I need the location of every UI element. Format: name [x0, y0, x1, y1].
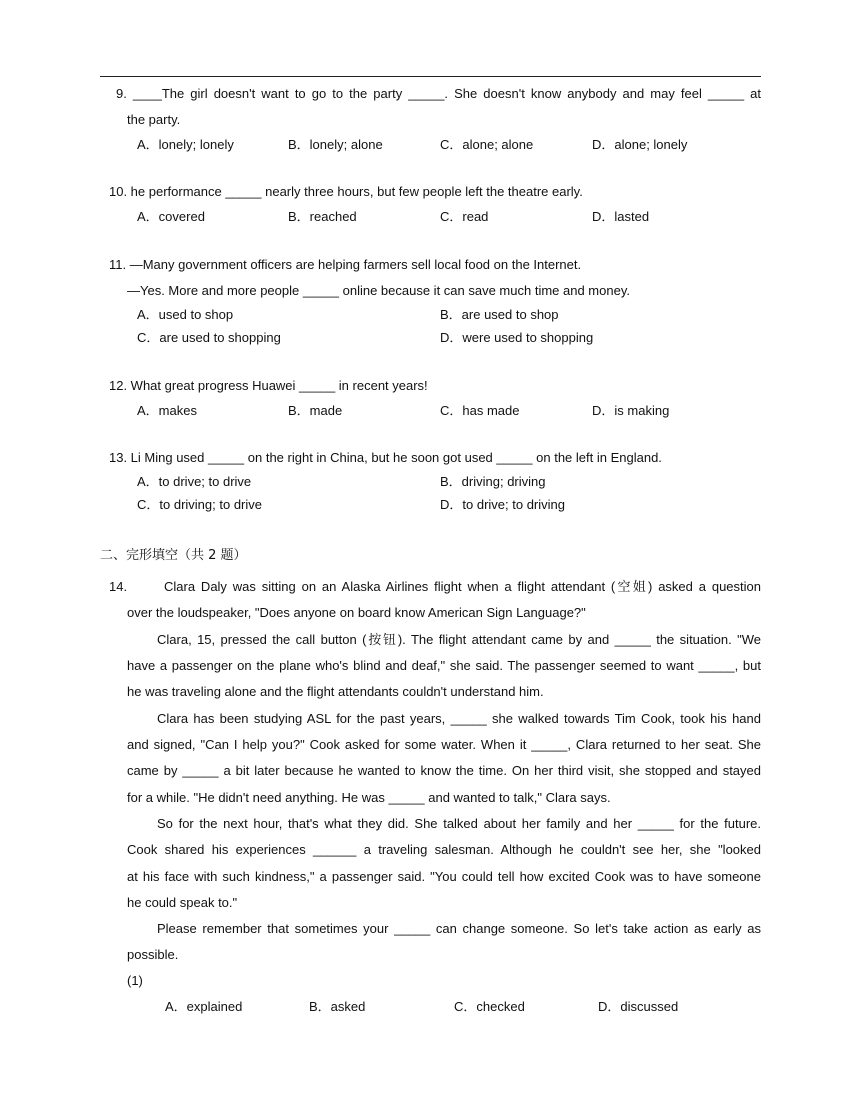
q14-passage-line: Please remember that sometimes your _____ can change someone. So let's take action as early as [157, 921, 761, 936]
q13-option-d[interactable]: D．to drive; to driving [440, 497, 565, 512]
q14-passage-line: he was traveling alone and the flight attendants couldn't understand him. [127, 684, 544, 699]
q9-text-line1: 9. ____The girl doesn't want to go to the party _____. She doesn't know anybody and may feel _____ at [116, 86, 761, 101]
q9-option-b[interactable]: B．lonely; alone [288, 137, 383, 152]
q10-option-b[interactable]: B．reached [288, 209, 357, 224]
q14-passage-line: over the loudspeaker, "Does anyone on board know American Sign Language?" [127, 605, 586, 620]
q12-option-a[interactable]: A．makes [137, 403, 197, 418]
q11-option-a[interactable]: A．used to shop [137, 307, 234, 322]
q10-text: 10. he performance _____ nearly three hours, but few people left the theatre early. [109, 184, 583, 199]
q10-option-d[interactable]: D．lasted [592, 209, 650, 224]
q12-text: 12. What great progress Huawei _____ in recent years! [109, 378, 428, 393]
q14-passage-line: and signed, "Can I help you?" Cook asked for some water. When it _____, Clara returned to her seat. She [127, 737, 761, 752]
q13-option-c[interactable]: C．to driving; to drive [137, 497, 262, 512]
q14-sub-label: (1) [127, 973, 143, 988]
q14-passage-line: at his face with such kindness," a passenger said. "You could tell how excited Cook was to have someone [127, 869, 761, 884]
q11-text-line2: —Yes. More and more people _____ online because it can save much time and money. [127, 283, 630, 298]
q14-passage-line: have a passenger on the plane who's blind and deaf," she said. The passenger seemed to want _____, but [127, 658, 761, 673]
top-rule [100, 76, 761, 77]
q14-passage-line: he could speak to." [127, 895, 238, 910]
q11-option-d[interactable]: D．were used to shopping [440, 330, 594, 345]
q14-passage-line: Clara, 15, pressed the call button (按钮). The flight attendant came by and _____ the situation. "We [157, 632, 761, 647]
q14-passage-line: So for the next hour, that's what they did. She talked about her family and her _____ for the future. [157, 816, 761, 831]
q9-option-a[interactable]: A．lonely; lonely [137, 137, 234, 152]
q13-option-a[interactable]: A．to drive; to drive [137, 474, 252, 489]
q11-option-b[interactable]: B．are used to shop [440, 307, 559, 322]
q14-1-option-d[interactable]: D．discussed [598, 999, 679, 1014]
q14-passage-line: Clara Daly was sitting on an Alaska Airlines flight when a flight attendant (空姐) asked a question [164, 579, 761, 594]
q12-option-b[interactable]: B．made [288, 403, 343, 418]
q12-option-c[interactable]: C．has made [440, 403, 520, 418]
q10-option-a[interactable]: A．covered [137, 209, 205, 224]
q13-option-b[interactable]: B．driving; driving [440, 474, 546, 489]
q13-text: 13. Li Ming used _____ on the right in China, but he soon got used _____ on the left in England. [109, 450, 662, 465]
section-heading-cloze: 二、完形填空（共 2 题） [100, 548, 247, 563]
q14-1-option-b[interactable]: B．asked [309, 999, 366, 1014]
q12-option-d[interactable]: D．is making [592, 403, 670, 418]
q14-number: 14. [109, 579, 128, 594]
q14-passage-line: possible. [127, 947, 179, 962]
q14-1-option-a[interactable]: A．explained [165, 999, 243, 1014]
q9-text-line2: the party. [127, 112, 181, 127]
q10-option-c[interactable]: C．read [440, 209, 489, 224]
q14-passage-line: Clara has been studying ASL for the past years, _____ she walked towards Tim Cook, took his hand [157, 711, 761, 726]
q14-passage-line: came by _____ a bit later because he wanted to know the time. On her third visit, she stopped and stayed [127, 763, 761, 778]
q11-option-c[interactable]: C．are used to shopping [137, 330, 281, 345]
q11-text-line1: 11. —Many government officers are helping farmers sell local food on the Internet. [109, 257, 582, 272]
q14-passage-line: Cook shared his experiences ______ a traveling salesman. Although he couldn't see her, she "looked [127, 842, 761, 857]
q14-1-option-c[interactable]: C．checked [454, 999, 525, 1014]
q9-option-d[interactable]: D．alone; lonely [592, 137, 688, 152]
q14-passage-line: for a while. "He didn't need anything. He was _____ and wanted to talk," Clara says. [127, 790, 611, 805]
q9-option-c[interactable]: C．alone; alone [440, 137, 534, 152]
